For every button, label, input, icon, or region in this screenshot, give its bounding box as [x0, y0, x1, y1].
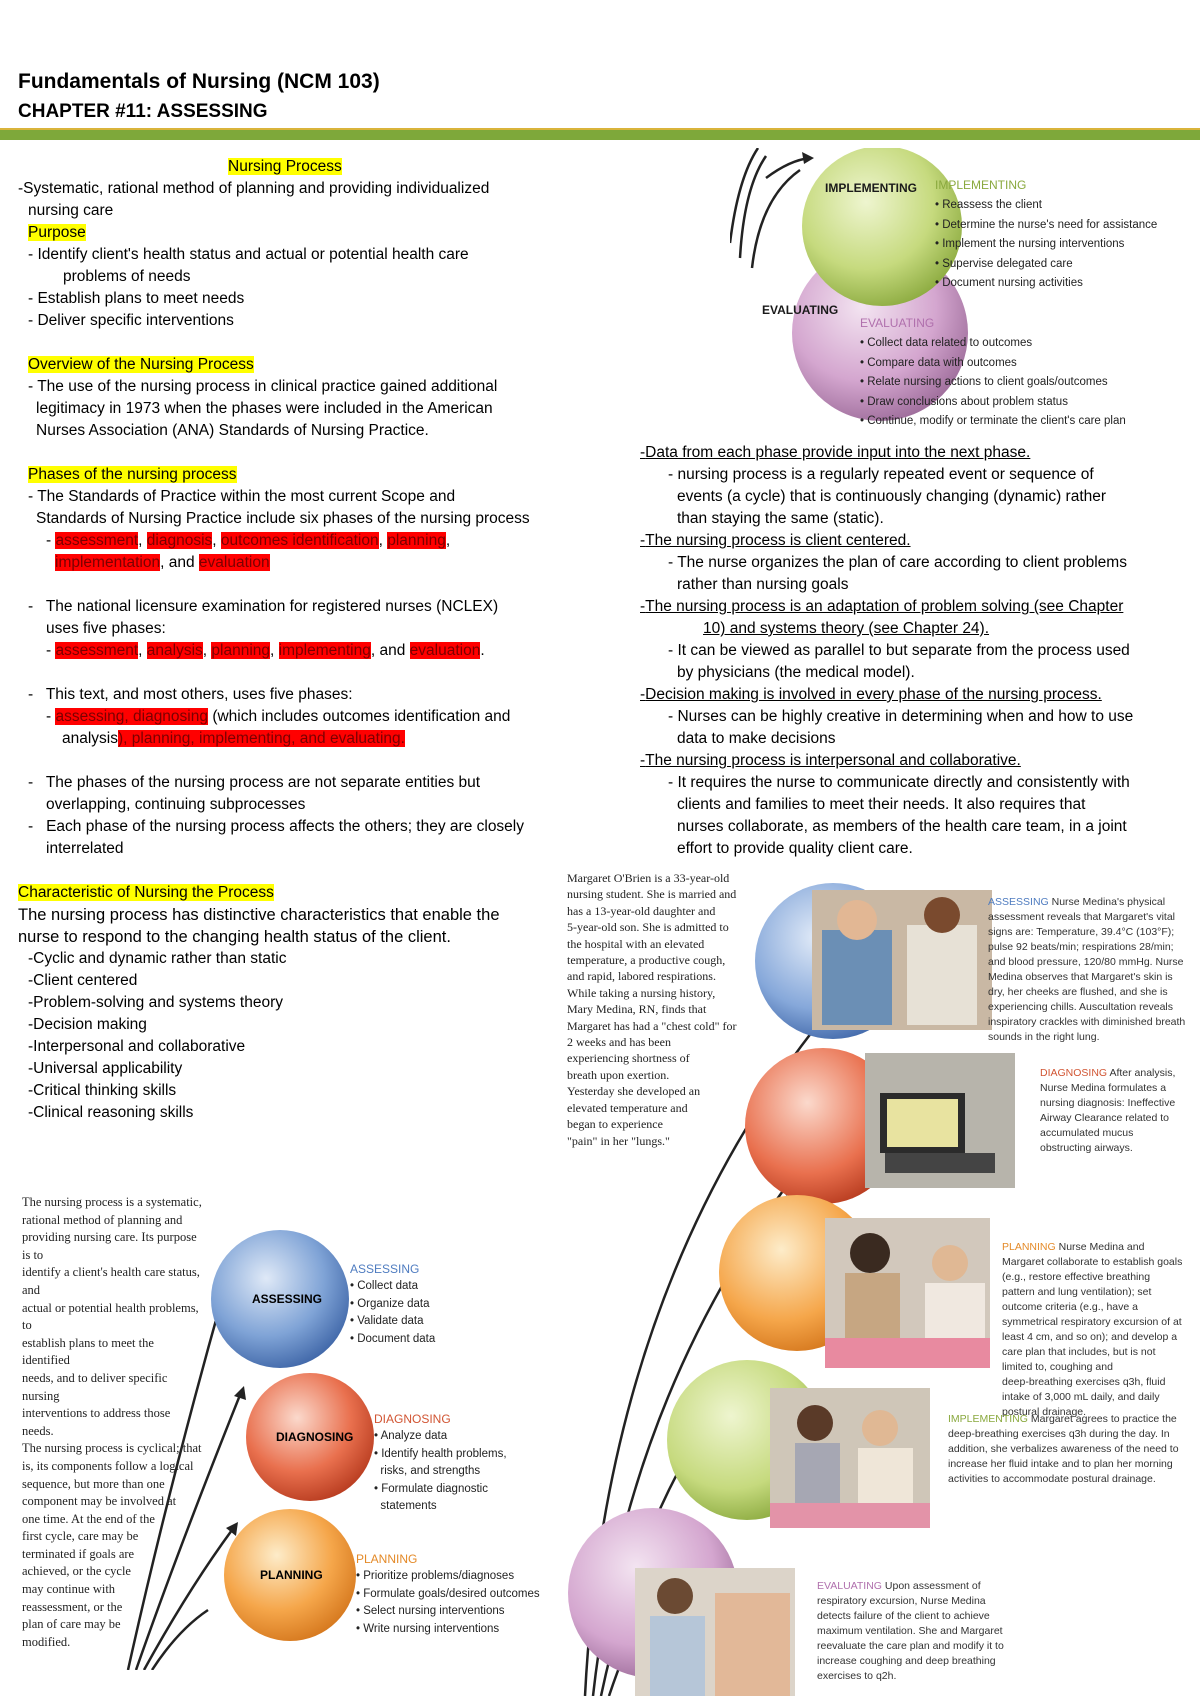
case-line: and rapid, labored respirations.	[567, 969, 716, 984]
np-definition-cont: nursing care	[28, 202, 114, 219]
detail-text: It requires the nurse to communicate directly and consistently with	[677, 774, 1130, 791]
np-definition: Systematic, rational method of planning and providing individualized	[23, 180, 490, 197]
caption-line: component may be involved at	[22, 1494, 177, 1509]
figure-case-study	[565, 868, 1200, 1696]
case-note-line: pattern and lung ventilation); set	[1002, 1286, 1152, 1298]
case-note-line: nursing diagnosis: Ineffective	[1040, 1097, 1176, 1109]
detail-text: It can be viewed as parallel to but separate from the process used	[677, 642, 1130, 659]
list-item: Determine the nurse's need for assistance	[942, 218, 1158, 231]
list-item: Formulate goals/desired outcomes	[363, 1587, 540, 1600]
detail-text: effort to provide quality client care.	[677, 840, 913, 857]
case-note-line: increase coughing and deep breathing	[817, 1655, 996, 1667]
phases-text: The Standards of Practice within the most current Scope and	[37, 488, 456, 505]
case-line: Margaret O'Brien is a 33-year-old	[567, 871, 730, 885]
list-item: Identify health problems,	[381, 1447, 507, 1460]
affects-text: interrelated	[46, 840, 124, 857]
list-item-cont: risks, and strengths	[380, 1465, 481, 1477]
characteristic-detail-heading: The nursing process is interpersonal and collaborative.	[645, 752, 1021, 769]
case-note-line: experiencing chills. Auscultation reveals	[988, 1001, 1174, 1013]
case-note-line: Margaret collaborate to establish goals	[1002, 1256, 1183, 1268]
detail-text: data to make decisions	[677, 730, 836, 747]
case-line: experiencing shortness of	[567, 1051, 690, 1066]
list-item: Draw conclusions about problem status	[867, 395, 1068, 408]
photo-implementing	[770, 1388, 930, 1528]
purpose-item-cont: problems of needs	[63, 268, 191, 285]
characteristic-item: Problem-solving and systems theory	[33, 994, 283, 1011]
detail-text: nursing process is a regularly repeated event or sequence of	[677, 466, 1094, 483]
caption-line: The nursing process is cyclical; that	[22, 1441, 202, 1456]
caption-line: is, its components follow a logical	[22, 1458, 194, 1473]
evaluating-case-note	[817, 1579, 1017, 1684]
phase-term: evaluation	[409, 642, 481, 659]
list-item: Continue, modify or terminate the client's care plan	[867, 415, 1126, 427]
case-note-line: sounds in the right lung.	[988, 1031, 1100, 1043]
case-note-line: Nurse Medina's physical	[1051, 896, 1166, 908]
case-label: DIAGNOSING	[1040, 1067, 1108, 1079]
case-note-line: limited to, coughing and	[1002, 1361, 1113, 1373]
case-note-line: intake of 3,000 mL daily, and daily	[1002, 1391, 1160, 1403]
phase-term: planning	[387, 532, 446, 549]
case-note-line: detects failure of the client to achieve	[817, 1610, 990, 1622]
characteristics-intro: nurse to respond to the changing health status of the client.	[18, 928, 451, 946]
list-item-cont: statements	[380, 1500, 437, 1512]
caption-line: actual or potential health problems, to	[22, 1300, 199, 1333]
caption-line: rational method of planning and	[22, 1212, 183, 1227]
nursing-process-heading: Nursing Process	[228, 158, 342, 175]
caption-line: may continue with	[22, 1582, 116, 1597]
case-note-line: Margaret agrees to practice the	[1030, 1413, 1177, 1425]
purpose-heading: Purpose	[28, 224, 86, 241]
detail-text: events (a cycle) that is continuously changing (dynamic) rather	[677, 488, 1107, 505]
assessing-list-heading: ASSESSING	[350, 1262, 420, 1276]
diagnosing-list-heading: DIAGNOSING	[374, 1412, 451, 1426]
characteristic-item: Decision making	[33, 1016, 147, 1033]
phase-term: implementation	[55, 554, 161, 571]
phase-term: analysis	[146, 642, 203, 659]
list-item: Write nursing interventions	[363, 1622, 500, 1635]
conjunction: and	[379, 642, 406, 659]
case-label: PLANNING	[1002, 1241, 1056, 1253]
case-label: IMPLEMENTING	[948, 1413, 1028, 1425]
case-note-line: addition, she verbalizes awareness of the need to	[948, 1443, 1179, 1455]
characteristics-intro: The nursing process has distinctive characteristics that enable the	[18, 906, 500, 924]
characteristic-detail-heading: Data from each phase provide input into the next phase.	[645, 444, 1031, 461]
case-note-line: Nurse Medina and	[1058, 1241, 1145, 1253]
characteristic-detail-heading: Decision making is involved in every phase of the nursing process.	[645, 686, 1102, 703]
characteristic-item: Interpersonal and collaborative	[33, 1038, 246, 1055]
case-note-line: accumulated mucus	[1040, 1127, 1134, 1139]
case-note-line: care plan that includes, but is not	[1002, 1346, 1156, 1358]
case-line: elevated temperature and	[567, 1100, 688, 1115]
case-note-line: and blood pressure, 120/80 mmHg. Nurse	[988, 956, 1184, 968]
figure-assessing-diagnosing-planning	[18, 1190, 548, 1670]
case-line: 5-year-old son. She is admitted to	[567, 920, 729, 935]
case-note-line: Nurse Medina formulates a	[1040, 1082, 1167, 1094]
implementing-case-note	[948, 1412, 1198, 1487]
assessing-list: • Collect data • Organize data • Validate data • Document data	[350, 1280, 436, 1345]
photo-assessing	[812, 890, 992, 1030]
doc-title: Fundamentals of Nursing (NCM 103)	[18, 70, 380, 93]
case-note-line: exercises to q2h.	[817, 1670, 897, 1682]
caption-line: one time. At the end of the	[22, 1511, 155, 1526]
caption-line: plan of care may be	[22, 1617, 121, 1632]
case-note-line: After analysis,	[1109, 1067, 1176, 1079]
sphere-label-diagnosing: DIAGNOSING	[276, 1430, 354, 1444]
case-note-line: Upon assessment of	[884, 1580, 981, 1592]
case-label: EVALUATING	[817, 1580, 882, 1592]
text-phases-note: (which includes outcomes identification and	[212, 708, 511, 725]
caption-line: The nursing process is a systematic,	[22, 1195, 202, 1209]
case-line: began to experience	[567, 1117, 663, 1132]
figure-implementing-evaluating	[730, 148, 1200, 438]
phase-term: ), planning, implementing, and evaluating.	[118, 730, 405, 747]
sphere-label-planning: PLANNING	[260, 1568, 323, 1582]
case-line: "pain" in her "lungs."	[567, 1133, 670, 1148]
caption-line: first cycle, care may be	[22, 1529, 139, 1544]
assessing-case-note	[988, 895, 1198, 1045]
photo-diagnosing	[865, 1053, 1015, 1188]
photo-evaluating	[635, 1568, 795, 1696]
diagnosing-list: • Analyze data • Identify health problems, risks, and strengths • Formulate diagnostic statements	[374, 1430, 507, 1512]
case-note-line: inspiratory crackles with diminished breath	[988, 1016, 1186, 1028]
case-label: ASSESSING	[988, 896, 1049, 908]
case-note-line: increase her fluid intake and to plan her morning	[948, 1458, 1173, 1470]
list-item: Relate nursing actions to client goals/outcomes	[867, 376, 1108, 388]
characteristic-detail-heading: The nursing process is client centered.	[645, 532, 911, 549]
case-note-line: Medina observes that Margaret's skin is	[988, 971, 1173, 983]
affects-text: Each phase of the nursing process affects the others; they are closely	[46, 818, 524, 835]
case-note-line: obstructing airways.	[1040, 1142, 1133, 1154]
overview-text: legitimacy in 1973 when the phases were included in the American	[36, 400, 493, 417]
phase-term: assessment	[55, 642, 139, 659]
list-item: Validate data	[357, 1315, 424, 1327]
implementing-list-heading: IMPLEMENTING	[935, 178, 1027, 192]
case-note-line: maximum ventilation. She and Margaret	[817, 1625, 1003, 1637]
phase-term: outcomes identification	[220, 532, 379, 549]
detail-text: by physicians (the medical model).	[677, 664, 915, 681]
caption-line: sequence, but more than one	[22, 1476, 165, 1491]
overview-text: The use of the nursing process in clinical practice gained additional	[37, 378, 498, 395]
phases-text: Standards of Nursing Practice include six phases of the nursing process	[36, 510, 530, 527]
caption-line: needs, and to deliver specific nursing	[22, 1370, 168, 1403]
detail-text: rather than nursing goals	[677, 576, 849, 593]
case-note-line: (e.g., restore effective breathing	[1002, 1271, 1151, 1283]
detail-text: nurses collaborate, as members of the health care team, in a joint	[677, 818, 1127, 835]
detail-text: than staying the same (static).	[677, 510, 884, 527]
nclex-text: The national licensure examination for registered nurses (NCLEX)	[45, 598, 499, 615]
list-item: Document data	[357, 1332, 436, 1345]
case-note-line: postural drainage.	[1002, 1406, 1087, 1418]
caption-line: establish plans to meet the identified	[22, 1335, 154, 1368]
detail-text: The nurse organizes the plan of care according to client problems	[677, 554, 1127, 571]
overlap-text: overlapping, continuing subprocesses	[46, 796, 306, 813]
case-note-line: reevaluate the care plan and modify it to	[817, 1640, 1004, 1652]
list-item: Collect data related to outcomes	[867, 337, 1033, 349]
case-note-line: Airway Clearance related to	[1040, 1112, 1169, 1124]
case-note-line: pulse 92 beats/min; respirations 28/min;	[988, 941, 1174, 953]
chapter-title: CHAPTER #11: ASSESSING	[18, 101, 268, 122]
case-line: Mary Medina, RN, finds that	[567, 1002, 707, 1017]
purpose-item: Deliver specific interventions	[37, 312, 234, 329]
purpose-item: Establish plans to meet needs	[37, 290, 245, 307]
sphere-label-implementing: IMPLEMENTING	[825, 181, 917, 195]
case-line: nursing student. She is married and	[567, 887, 737, 902]
characteristic-item: Clinical reasoning skills	[33, 1104, 194, 1121]
photo-planning	[825, 1218, 990, 1368]
caption-line: reassessment, or the	[22, 1599, 123, 1614]
detail-text: Nurses can be highly creative in determining when and how to use	[677, 708, 1134, 725]
list-item: Implement the nursing interventions	[942, 238, 1125, 250]
characteristic-item: Client centered	[33, 972, 138, 989]
phase-term: diagnosis	[146, 532, 213, 549]
case-note-line: outcome criteria (e.g., have a	[1002, 1301, 1138, 1313]
case-line: breath upon exertion.	[567, 1067, 670, 1082]
planning-list-heading: PLANNING	[356, 1552, 418, 1566]
conjunction: and	[168, 554, 195, 571]
phases-heading: Phases of the nursing process	[28, 466, 237, 483]
case-note-line: respiratory excursion, Nurse Medina	[817, 1595, 986, 1607]
case-note-line: signs are: Temperature, 39.4°C (103°F);	[988, 926, 1175, 938]
caption-line: modified.	[22, 1634, 71, 1649]
caption-line: identify a client's health care status, and	[22, 1265, 200, 1297]
list-item: Supervise delegated care	[942, 257, 1073, 270]
case-line: Yesterday she developed an	[567, 1084, 701, 1099]
text-phases: This text, and most others, uses five phases:	[45, 686, 353, 703]
evaluating-list: • Collect data related to outcomes • Compare data with outcomes • Relate nursing actions to client goals/outcomes • Draw conclusions about problem status • Continue, modify or terminate the client's care plan	[860, 337, 1126, 427]
case-note-line: assessment reveals that Margaret's vital	[988, 911, 1175, 923]
case-line: the hospital with an elevated	[567, 936, 705, 951]
list-item: Document nursing activities	[942, 277, 1083, 289]
sphere-label-assessing: ASSESSING	[252, 1292, 323, 1306]
text-phases-note: analysis	[62, 730, 118, 747]
list-item: Compare data with outcomes	[867, 356, 1017, 369]
list-item: Collect data	[357, 1280, 418, 1292]
case-note-line: least 4 cm, and so on); and develop a	[1002, 1331, 1178, 1343]
list-item: Prioritize problems/diagnoses	[363, 1570, 515, 1582]
overlap-text: The phases of the nursing process are not separate entities but	[45, 774, 481, 791]
detail-text: clients and families to meet their needs. It also requires that	[677, 796, 1086, 813]
evaluating-list-heading: EVALUATING	[860, 316, 935, 330]
case-note-line: deep-breathing exercises q3h, fluid	[1002, 1376, 1166, 1388]
overview-heading: Overview of the Nursing Process	[28, 356, 254, 373]
phase-term: assessing, diagnosing	[55, 708, 208, 725]
characteristics-heading: Characteristic of Nursing the Process	[18, 884, 274, 901]
implementing-list: • Reassess the client • Determine the nurse's need for assistance • Implement the nursing interventions • Supervise delegated care • Document nursing activities	[935, 199, 1158, 289]
characteristic-item: Cyclic and dynamic rather than static	[33, 950, 287, 967]
phase-term: planning	[211, 642, 271, 659]
caption-line: providing nursing care. Its purpose is to	[22, 1230, 197, 1262]
case-line: Margaret has had a "chest cold" for	[567, 1018, 737, 1033]
list-item: Formulate diagnostic	[381, 1482, 488, 1495]
caption-line: terminated if goals are	[22, 1546, 135, 1561]
planning-list: • Prioritize problems/diagnoses • Formulate goals/desired outcomes • Select nursing interventions • Write nursing interventions	[356, 1570, 540, 1635]
case-note-line: deep-breathing exercises q3h during the day. In	[948, 1428, 1170, 1440]
list-item: Select nursing interventions	[363, 1605, 505, 1617]
characteristic-item: Critical thinking skills	[33, 1082, 177, 1099]
case-note-line: dry, her cheeks are flushed, and she is	[988, 986, 1168, 998]
planning-case-note	[1002, 1240, 1198, 1420]
case-note-line: symmetrical respiratory excursion of at	[1002, 1316, 1182, 1328]
characteristic-detail-heading: The nursing process is an adaptation of problem solving (see Chapter	[645, 598, 1124, 615]
phase-term: assessment	[55, 532, 139, 549]
case-note-line: activities to accommodate postural drainage.	[948, 1473, 1156, 1485]
nclex-text: uses five phases:	[46, 620, 166, 637]
characteristic-item: Universal applicability	[33, 1060, 183, 1077]
caption-line: interventions to address those needs.	[22, 1406, 171, 1438]
diagnosing-case-note	[1040, 1066, 1198, 1156]
case-line: temperature, a productive cough,	[567, 953, 726, 968]
sphere-label-evaluating: EVALUATING	[762, 303, 839, 317]
arrow-lines-icon	[730, 148, 814, 268]
characteristic-detail-heading: 10) and systems theory (see Chapter 24).	[703, 620, 990, 637]
list-item: Organize data	[357, 1297, 430, 1310]
purpose-item: Identify client's health status and actual or potential health care	[37, 246, 469, 263]
list-item: Reassess the client	[942, 199, 1042, 211]
header-rule	[0, 128, 1200, 140]
overview-text: Nurses Association (ANA) Standards of Nursing Practice.	[36, 422, 429, 439]
phase-term: implementing	[278, 642, 371, 659]
phase-term: evaluation	[198, 554, 270, 571]
case-line: has a 13-year-old daughter and	[567, 903, 716, 918]
case-line: 2 weeks and has been	[567, 1035, 671, 1050]
list-item: Analyze data	[380, 1430, 448, 1442]
caption-line: achieved, or the cycle	[22, 1564, 131, 1579]
case-line: While taking a nursing history,	[567, 985, 716, 1000]
